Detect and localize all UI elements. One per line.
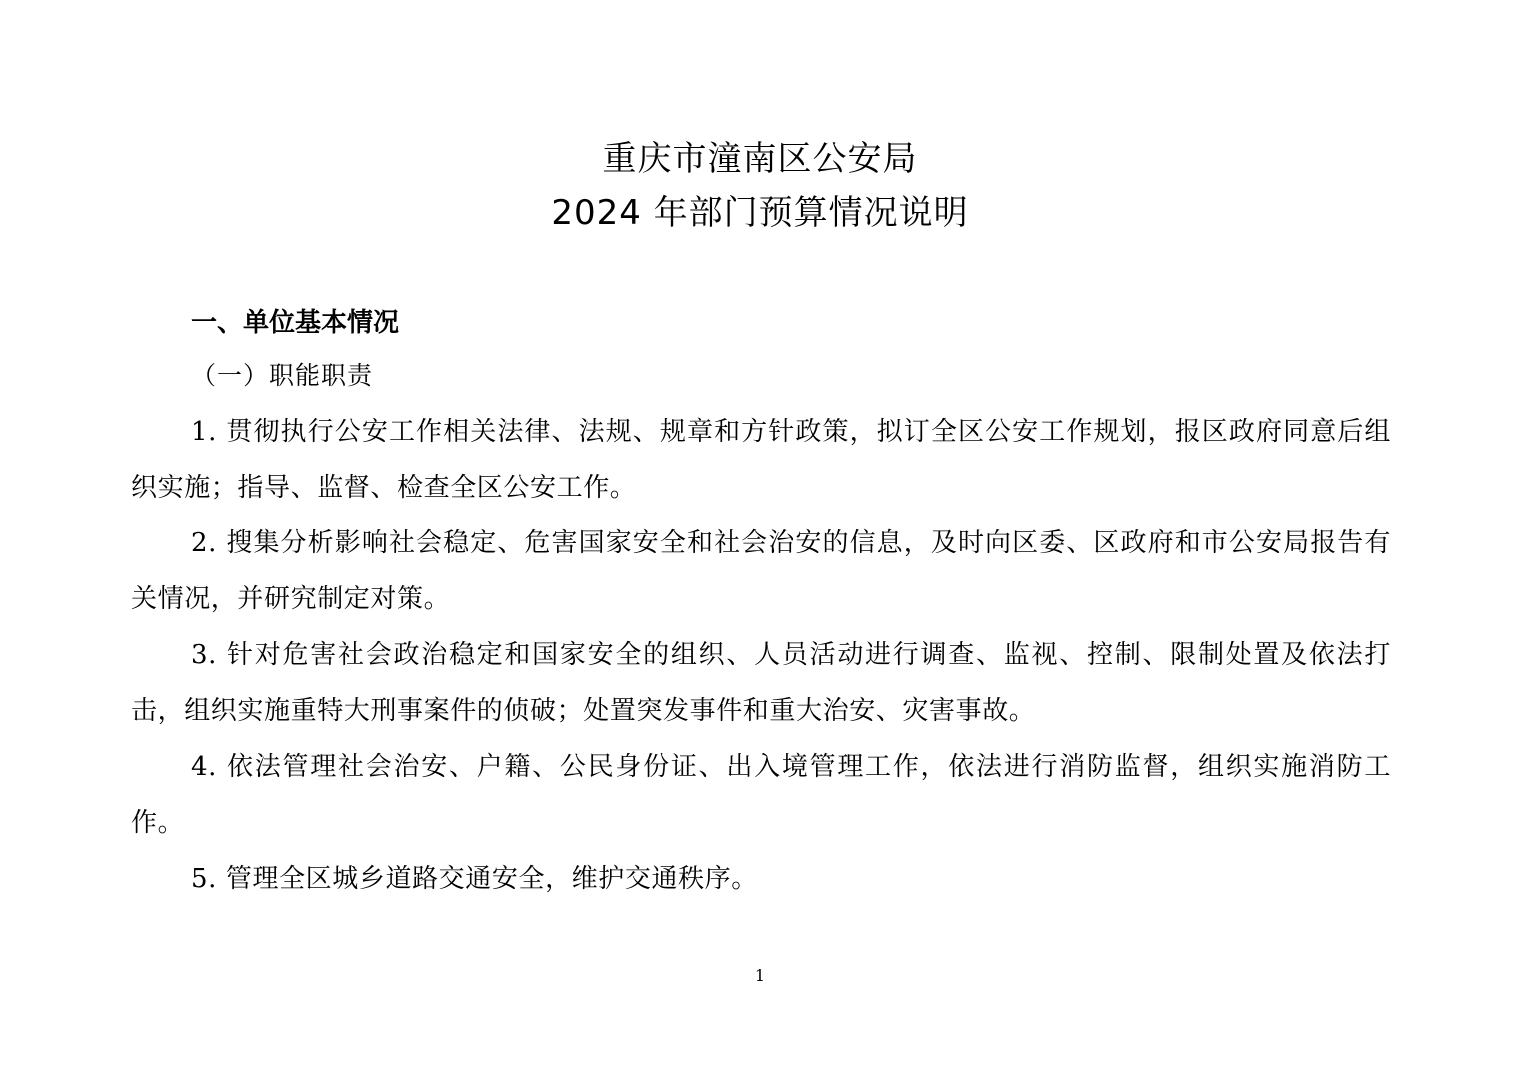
sub-heading-functions: （一）职能职责 xyxy=(191,361,374,390)
paragraph-item-2: 2. 搜集分析影响社会稳定、危害国家安全和社会治安的信息，及时向区委、区政府和市公安局报告有关情况，并研究制定对策。 xyxy=(131,528,1391,614)
paragraph-item-4: 4. 依法管理社会治安、户籍、公民身份证、出入境管理工作，依法进行消防监督，组织实施消防工作。 xyxy=(131,752,1391,838)
paragraph-item-3: 3. 针对危害社会政治稳定和国家安全的组织、人员活动进行调查、监视、控制、限制处置及依法打击，组织实施重特大刑事案件的侦破；处置突发事件和重大治安、灾害事故。 xyxy=(131,640,1391,726)
section-heading-basic-info: 一、单位基本情况 xyxy=(191,308,400,338)
paragraph-item-1: 1. 贯彻执行公安工作相关法律、法规、规章和方针政策，拟订全区公安工作规划，报区政府同意后组织实施；指导、监督、检查全区公安工作。 xyxy=(131,417,1391,503)
paragraph-item-5: 5. 管理全区城乡道路交通安全，维护交通秩序。 xyxy=(191,864,758,894)
document-title-line1: 重庆市潼南区公安局 xyxy=(602,139,918,179)
page-number: 1 xyxy=(754,966,766,985)
document-title-line2: 2024 年部门预算情况说明 xyxy=(551,193,969,233)
